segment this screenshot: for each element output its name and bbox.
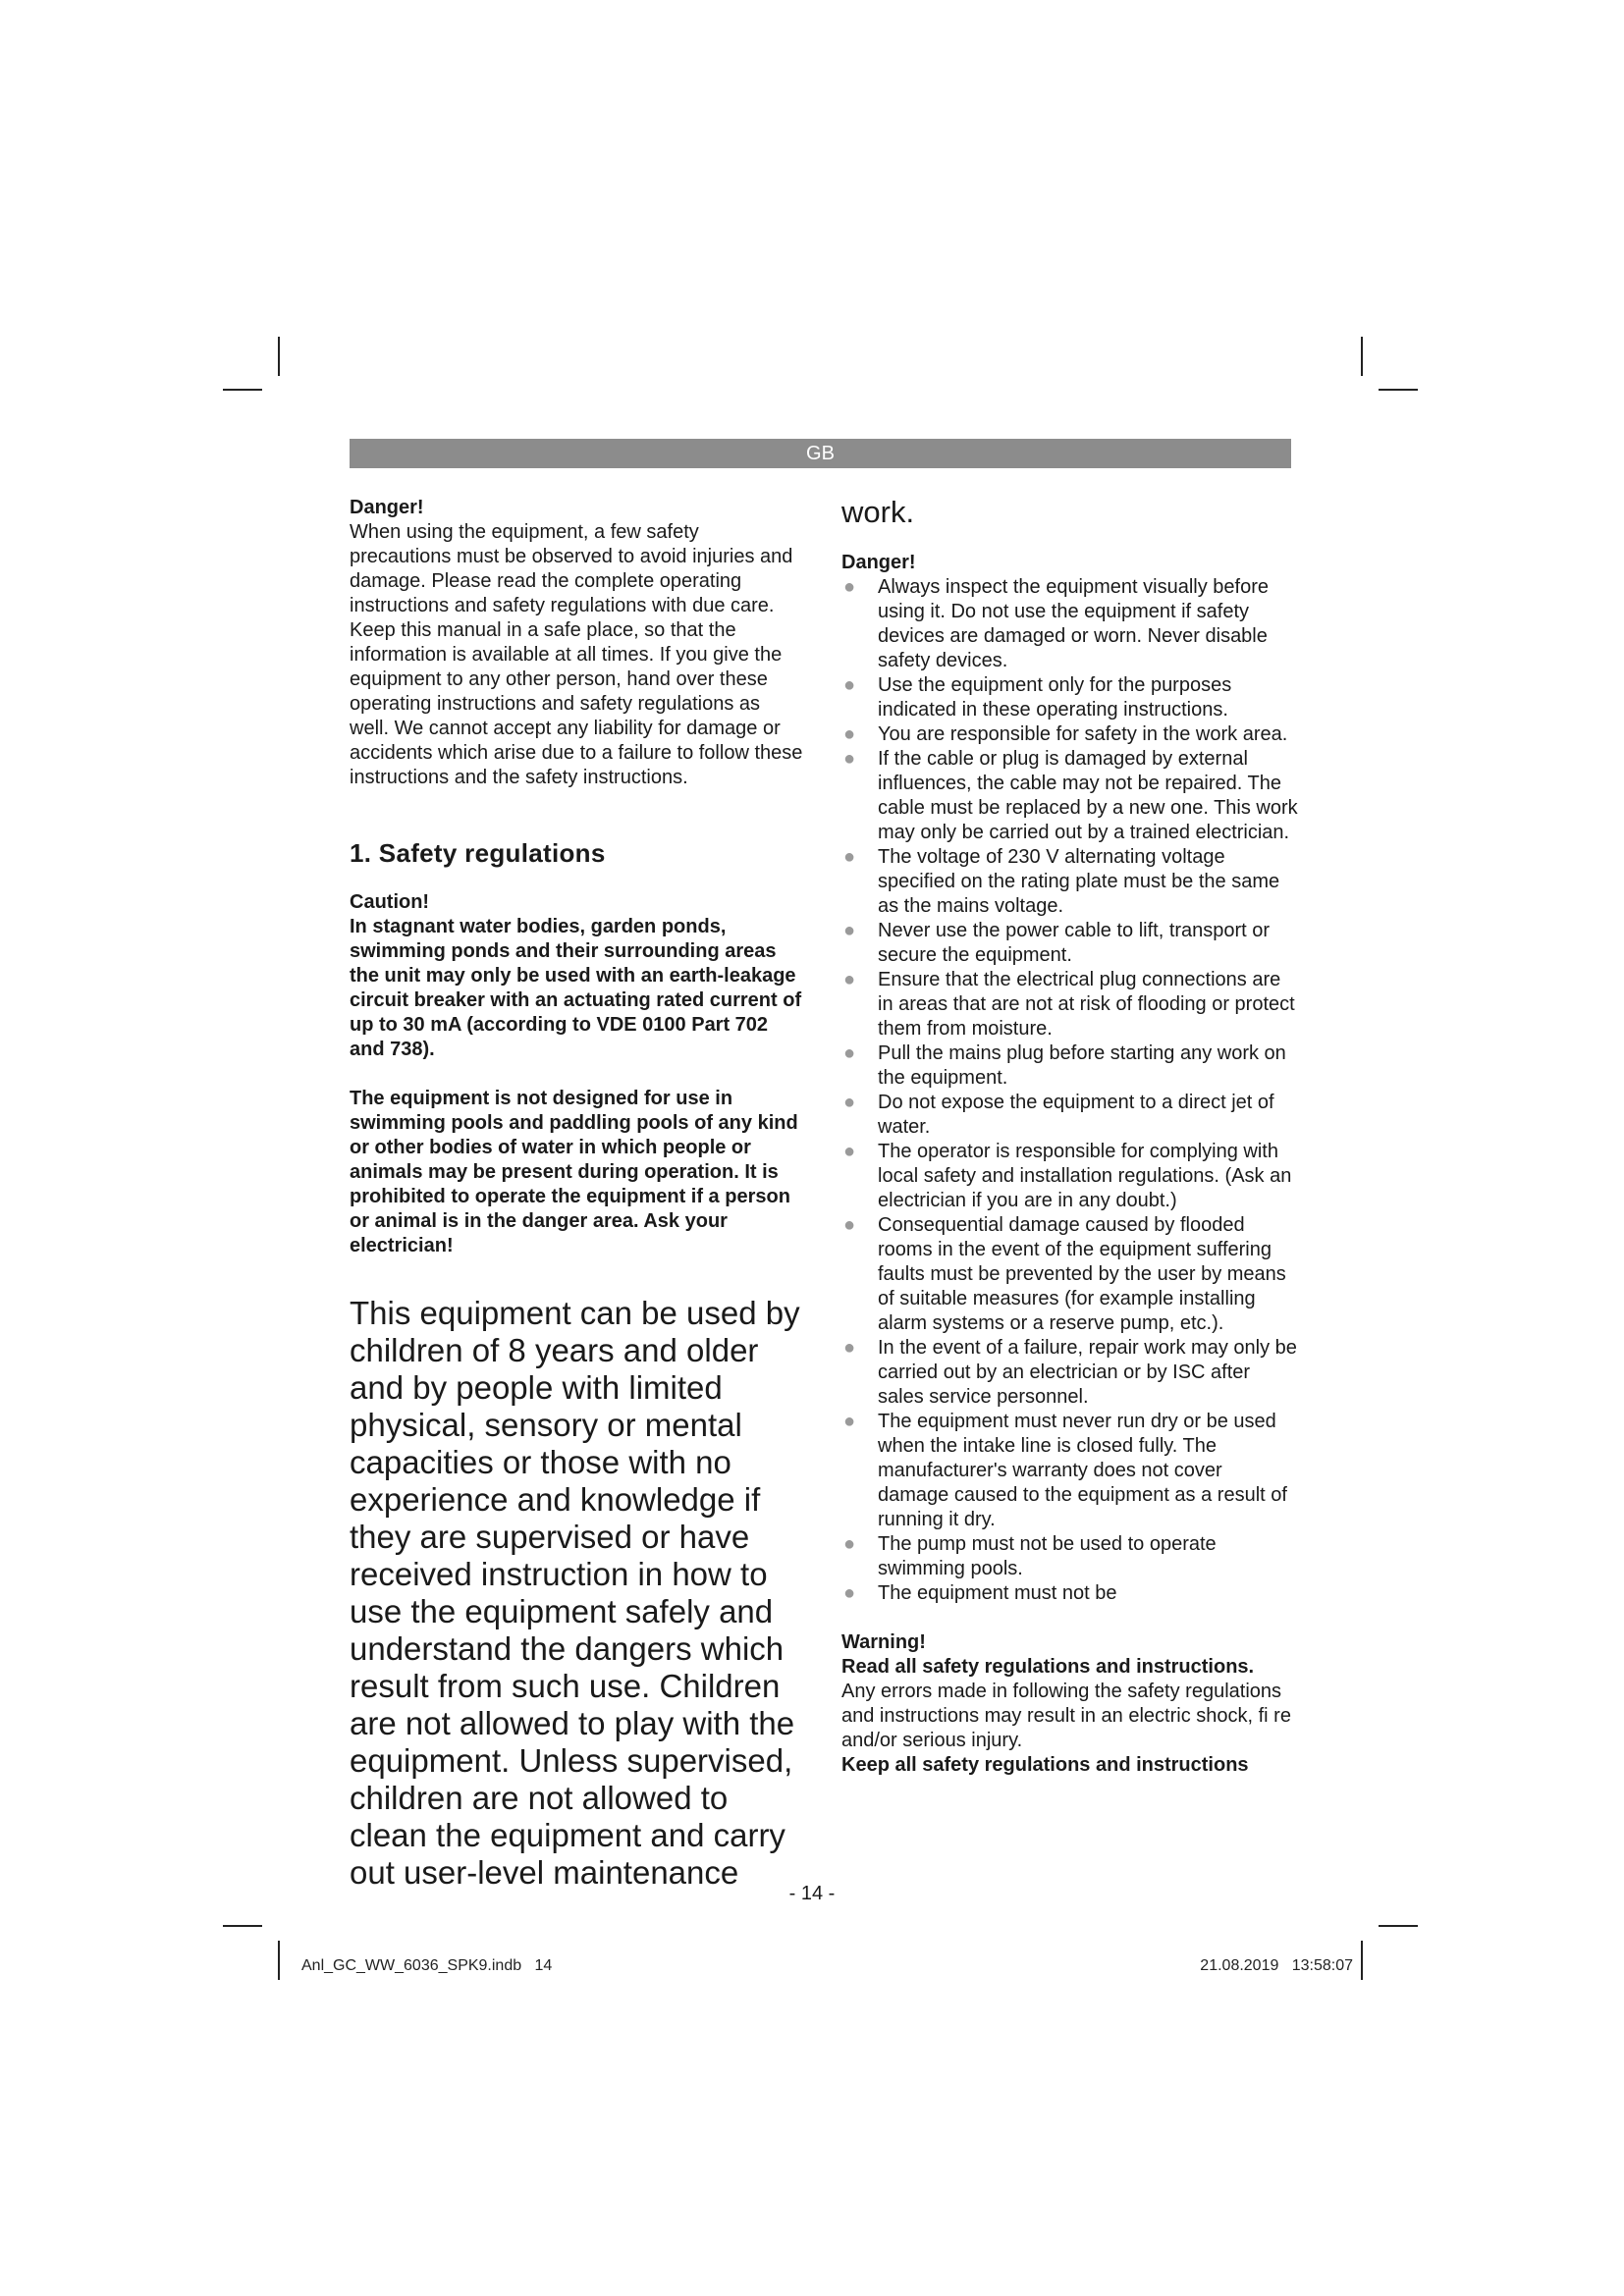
crop-mark-bottom-right-horizontal [1379, 1925, 1418, 1927]
bullet-icon: ● [843, 576, 856, 598]
continued-word: work. [841, 495, 915, 529]
list-item [841, 1041, 1298, 1091]
crop-mark-top-left-vertical [278, 337, 280, 376]
list-item-text: Consequential damage caused by flooded rooms in the event of the equipment suffering faults must be prevented by the user by means of suitable measures (for example installing alarm systems or a reserve pump, etc.). [878, 1214, 1286, 1334]
not-designed-text: The equipment is not designed for use in swimming pools and paddling pools of any kind or other bodies of water in which people or animals may be present during operation. It is prohibited to operate the equipment if a person or animal is in the danger area. Ask your electrician! [350, 1088, 798, 1256]
bullet-icon: ● [843, 674, 856, 696]
list-item [841, 1213, 1298, 1336]
warning-bold-text: Read all safety regulations and instructions. [841, 1656, 1255, 1678]
list-item-text: Always inspect the equipment visually before using it. Do not use the equipment if safety devices are damaged or worn. Never disable safety devices. [878, 576, 1269, 671]
bullet-icon: ● [843, 1042, 856, 1064]
list-item-text: Do not expose the equipment to a direct jet of water. [878, 1092, 1274, 1138]
caution-heading: Caution! [350, 891, 430, 913]
bullet-icon: ● [843, 723, 856, 745]
crop-mark-top-left-horizontal [223, 389, 262, 391]
warning-text: Any errors made in following the safety regulations and instructions may result in an electric shock, fi re and/or serious injury. [841, 1681, 1291, 1751]
list-item-text: Pull the mains plug before starting any work on the equipment. [878, 1042, 1286, 1089]
list-item-text: In the event of a failure, repair work may only be carried out by an electrician or by ISC after sales service personnel. [878, 1337, 1297, 1408]
crop-mark-top-right-vertical [1361, 337, 1363, 376]
bullet-icon: ● [843, 748, 856, 770]
bullet-icon: ● [843, 1533, 856, 1555]
page-number: - 14 - [788, 1883, 836, 1904]
left-column [350, 496, 804, 1892]
right-column [841, 496, 1298, 1778]
bullet-icon: ● [843, 1141, 856, 1162]
bullet-icon: ● [843, 969, 856, 990]
crop-mark-bottom-left-horizontal [223, 1925, 262, 1927]
caution-text: In stagnant water bodies, garden ponds, swimming ponds and their surrounding areas the unit may only be used with an earth-leakage circuit breaker with an actuating rated current of up to 30 mA (according to VDE 0100 Part 702 and 738). [350, 916, 802, 1060]
bullet-icon: ● [843, 1582, 856, 1604]
list-item [841, 1091, 1298, 1140]
keep-instructions-text: Keep all safety regulations and instructions [841, 1754, 1249, 1776]
list-item-text: The voltage of 230 V alternating voltage specified on the rating plate must be the same as the mains voltage. [878, 846, 1280, 917]
list-item [841, 1410, 1298, 1532]
safety-bullet-list [841, 575, 1298, 1606]
list-item-text: You are responsible for safety in the work area. [878, 723, 1288, 745]
list-item [841, 673, 1298, 722]
danger-heading-2: Danger! [841, 552, 916, 573]
list-item [841, 845, 1298, 919]
section-title: 1. Safety regulations [350, 838, 606, 868]
list-item [841, 1532, 1298, 1581]
list-item-text: The operator is responsible for complying with local safety and installation regulations. (Ask an electrician if you are in any doubt.) [878, 1141, 1292, 1211]
bullet-icon: ● [843, 1411, 856, 1432]
list-item [841, 1581, 1298, 1606]
bullet-icon: ● [843, 1214, 856, 1236]
list-item-text: Use the equipment only for the purposes indicated in these operating instructions. [878, 674, 1232, 721]
bullet-icon: ● [843, 1092, 856, 1113]
list-item [841, 1336, 1298, 1410]
footer-file-name: Anl_GC_WW_6036_SPK9.indb 14 [301, 1957, 553, 1974]
bullet-icon: ● [843, 846, 856, 868]
warning-heading: Warning! [841, 1631, 926, 1653]
footer-timestamp: 21.08.2019 13:58:07 [1200, 1957, 1353, 1974]
list-item [841, 722, 1298, 747]
list-item [841, 1140, 1298, 1213]
children-text: This equipment can be used by children of 8 years and older and by people with limited physical, sensory or mental capacities or those with no experience and knowledge if they are supervised or have received instruction in how to use the equipment safely and understand the dangers which result from such use. Children are not allowed to play with the equipment. Unless supervised, children are not allowed to clean the equipment and carry out user-level maintenance [350, 1295, 800, 1891]
list-item [841, 747, 1298, 845]
crop-mark-bottom-right-vertical [1361, 1941, 1363, 1980]
list-item-text: Ensure that the electrical plug connections are in areas that are not at risk of flooding or protect them from moisture. [878, 969, 1295, 1040]
list-item-text: The pump must not be used to operate swimming pools. [878, 1533, 1217, 1579]
bullet-icon: ● [843, 920, 856, 941]
danger-heading: Danger! [350, 497, 424, 518]
list-item-text: The equipment must never run dry or be used when the intake line is closed fully. The manufacturer's warranty does not cover damage caused to the equipment as a result of running it dry. [878, 1411, 1287, 1530]
list-item [841, 968, 1298, 1041]
list-item-text: If the cable or plug is damaged by external influences, the cable may not be repaired. The cable must be replaced by a new one. This work may only be carried out by a trained electrician. [878, 748, 1298, 843]
danger-intro-text: When using the equipment, a few safety precautions must be observed to avoid injuries and damage. Please read the complete operating instructions and safety regulations with due care. Keep this manual in a safe place, so that the information is available at all times. If you give the equipment to any other person, hand over these operating instructions and safety regulations as well. We cannot accept any liability for damage or accidents which arise due to a failure to follow these instructions and the safety instructions. [350, 521, 803, 788]
language-header-bar: GB [350, 439, 1291, 468]
bullet-icon: ● [843, 1337, 856, 1359]
list-item-text: Never use the power cable to lift, transport or secure the equipment. [878, 920, 1271, 966]
crop-mark-top-right-horizontal [1379, 389, 1418, 391]
list-item [841, 575, 1298, 673]
list-item [841, 919, 1298, 968]
list-item-text: The equipment must not be [878, 1582, 1117, 1604]
crop-mark-bottom-left-vertical [278, 1941, 280, 1980]
